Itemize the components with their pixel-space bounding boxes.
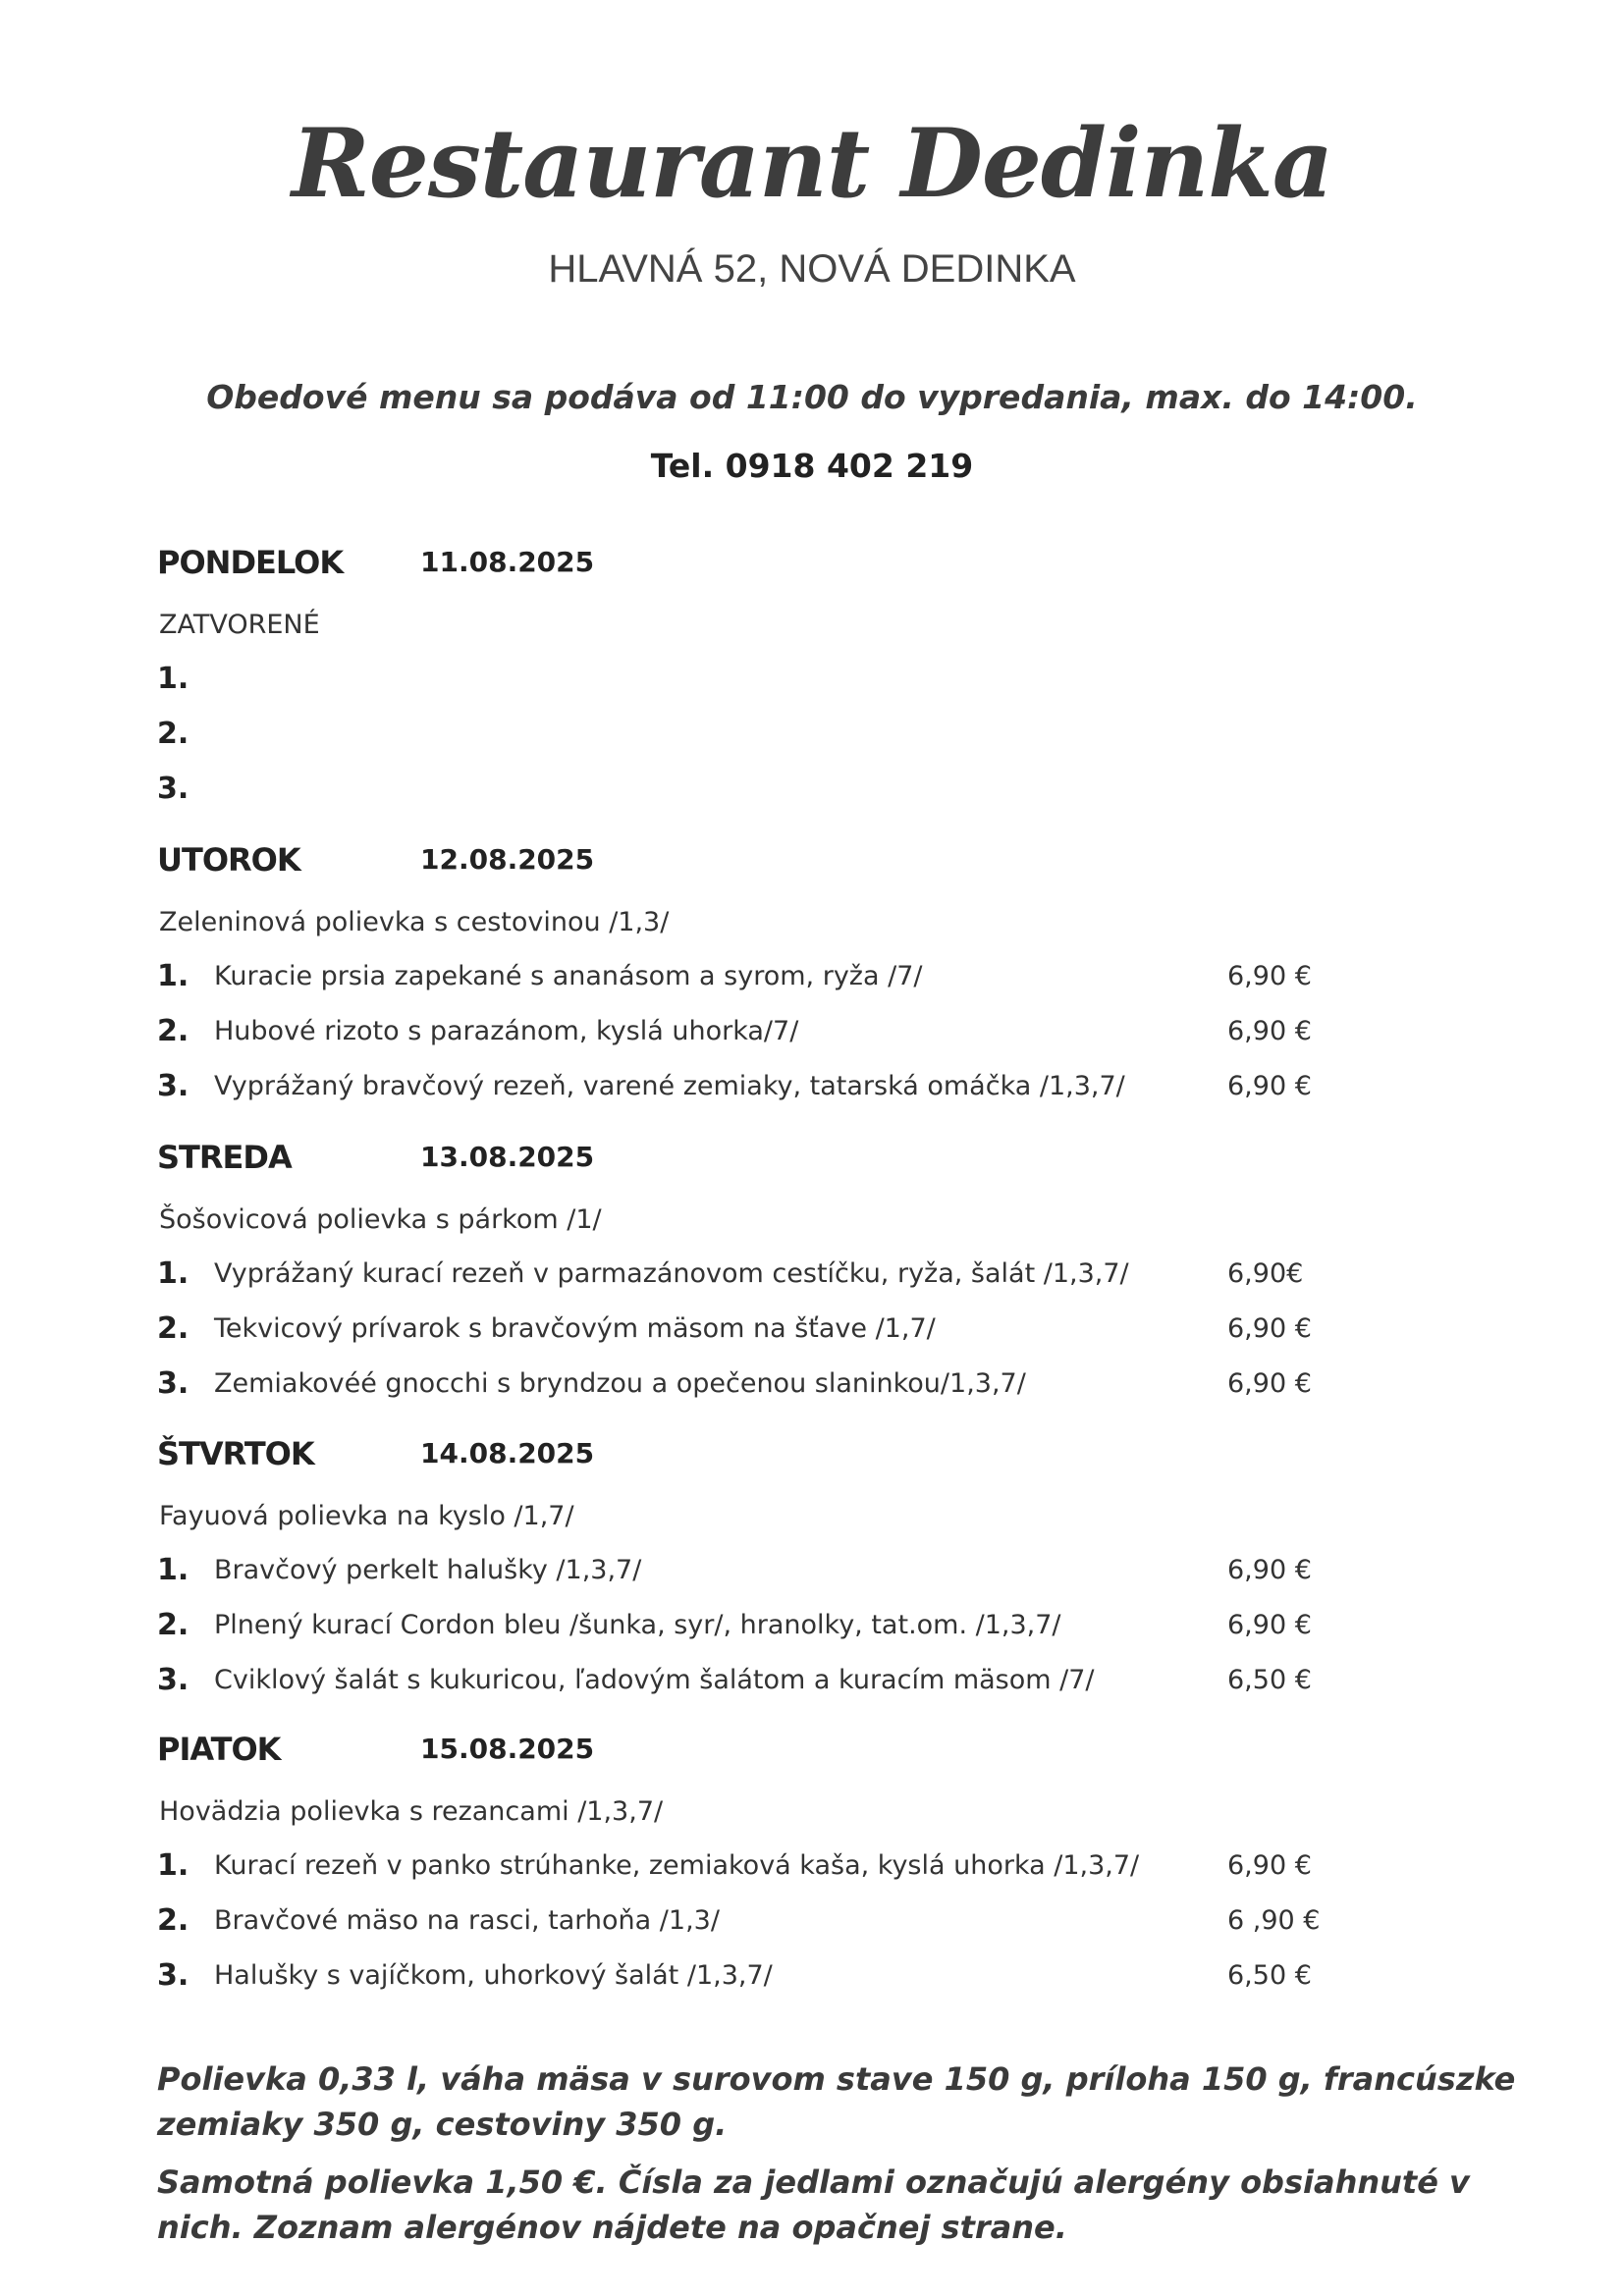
day-date: 13.08.2025 [420, 1141, 595, 1173]
menu-item [157, 707, 1532, 762]
item-price: 6,90 € [1227, 1313, 1312, 1344]
item-dish: Hubové rizoto s parazánom, kyslá uhorka/7/ [214, 1016, 799, 1046]
soup: Šošovicová polievka s párkom /1/ [159, 1204, 602, 1235]
item-dish: Cviklový šalát s kukuricou, ľadovým šalátom a kuracím mäsom /7/ [214, 1665, 1095, 1695]
item-number: 2. [157, 1014, 189, 1048]
item-number: 1. [157, 1553, 189, 1587]
item-number: 1. [157, 959, 189, 993]
menu-item [157, 1302, 1532, 1357]
menu-item [157, 949, 1532, 1004]
soup: Zeleninová polievka s cestovinou /1,3/ [159, 907, 670, 937]
portion-note: Polievka 0,33 l, váha mäsa v surovom stave 150 g, príloha 150 g, francúszke zemiaky 350 g, cestoviny 350 g. [157, 2060, 1516, 2143]
day-section-tuesday [157, 841, 1532, 1114]
day-section-thursday [157, 1435, 1532, 1708]
day-date: 14.08.2025 [420, 1437, 595, 1469]
item-dish: Vyprážaný bravčový rezeň, varené zemiaky, tatarská omáčka /1,3,7/ [214, 1071, 1125, 1101]
item-number: 2. [157, 717, 189, 751]
day-name: PIATOK [157, 1731, 281, 1768]
item-number: 3. [157, 1663, 189, 1697]
item-number: 3. [157, 772, 189, 806]
day-date: 12.08.2025 [420, 843, 595, 876]
restaurant-title: Restaurant Dedinka [291, 108, 1333, 219]
item-number: 2. [157, 1903, 189, 1938]
item-dish: Kurací rezeň v panko strúhanke, zemiaková kaša, kyslá uhorka /1,3,7/ [214, 1850, 1140, 1881]
item-number: 3. [157, 1366, 189, 1401]
day-section-wednesday [157, 1139, 1532, 1412]
item-number: 1. [157, 1256, 189, 1291]
day-name: ŠTVRTOK [157, 1435, 314, 1472]
item-dish: Tekvicový prívarok s bravčovým mäsom na šťave /1,7/ [214, 1313, 936, 1344]
serving-hours: Obedové menu sa podáva od 11:00 do vypredania, max. do 14:00. [206, 378, 1418, 416]
menu-item [157, 1543, 1532, 1598]
soup: ZATVORENÉ [159, 610, 320, 640]
item-number: 3. [157, 1958, 189, 1993]
item-price: 6,90 € [1227, 1850, 1312, 1881]
item-price: 6,90 € [1227, 961, 1312, 991]
item-dish: Bravčový perkelt halušky /1,3,7/ [214, 1555, 642, 1585]
item-price: 6 ,90 € [1227, 1905, 1321, 1936]
menu-item [157, 1839, 1532, 1894]
menu-item [157, 1004, 1532, 1059]
item-dish: Plnený kurací Cordon bleu /šunka, syr/, hranolky, tat.om. /1,3,7/ [214, 1610, 1061, 1640]
item-price: 6,90 € [1227, 1610, 1312, 1640]
menu-item [157, 762, 1532, 817]
menu-item [157, 1949, 1532, 2003]
item-price: 6,90 € [1227, 1016, 1312, 1046]
item-price: 6,50 € [1227, 1960, 1312, 1991]
item-number: 1. [157, 1848, 189, 1883]
menu-item [157, 1894, 1532, 1949]
restaurant-address: HLAVNÁ 52, NOVÁ DEDINKA [548, 247, 1076, 291]
item-price: 6,90 € [1227, 1368, 1312, 1399]
soup: Fayuová polievka na kyslo /1,7/ [159, 1501, 574, 1531]
phone-number: Tel. 0918 402 219 [650, 447, 974, 485]
soup: Hovädzia polievka s rezancami /1,3,7/ [159, 1796, 664, 1827]
item-dish: Zemiakovéé gnocchi s bryndzou a opečenou slaninkou/1,3,7/ [214, 1368, 1026, 1399]
item-dish: Halušky s vajíčkom, uhorkový šalát /1,3,7/ [214, 1960, 773, 1991]
item-number: 2. [157, 1311, 189, 1346]
menu-item [157, 1598, 1532, 1653]
item-dish: Kuracie prsia zapekané s ananásom a syrom, ryža /7/ [214, 961, 923, 991]
menu-item [157, 1357, 1532, 1412]
day-name: PONDELOK [157, 544, 344, 581]
day-date: 11.08.2025 [420, 546, 595, 578]
allergen-note: Samotná polievka 1,50 €. Čísla za jedlami označujú alergény obsiahnuté v nich. Zoznam alergénov nájdete na opačnej strane. [157, 2163, 1470, 2246]
day-section-monday [157, 544, 1532, 817]
menu-item [157, 652, 1532, 707]
day-section-friday [157, 1731, 1532, 2003]
item-price: 6,90€ [1227, 1258, 1304, 1289]
day-name: UTOROK [157, 841, 300, 879]
item-dish: Vyprážaný kurací rezeň v parmazánovom cestíčku, ryža, šalát /1,3,7/ [214, 1258, 1129, 1289]
day-name: STREDA [157, 1139, 292, 1176]
item-price: 6,90 € [1227, 1071, 1312, 1101]
item-number: 3. [157, 1069, 189, 1103]
item-price: 6,50 € [1227, 1665, 1312, 1695]
item-number: 1. [157, 662, 189, 696]
item-price: 6,90 € [1227, 1555, 1312, 1585]
day-date: 15.08.2025 [420, 1733, 595, 1765]
item-number: 2. [157, 1608, 189, 1642]
menu-item [157, 1059, 1532, 1114]
menu-item [157, 1247, 1532, 1302]
menu-item [157, 1653, 1532, 1708]
item-dish: Bravčové mäso na rasci, tarhoňa /1,3/ [214, 1905, 720, 1936]
